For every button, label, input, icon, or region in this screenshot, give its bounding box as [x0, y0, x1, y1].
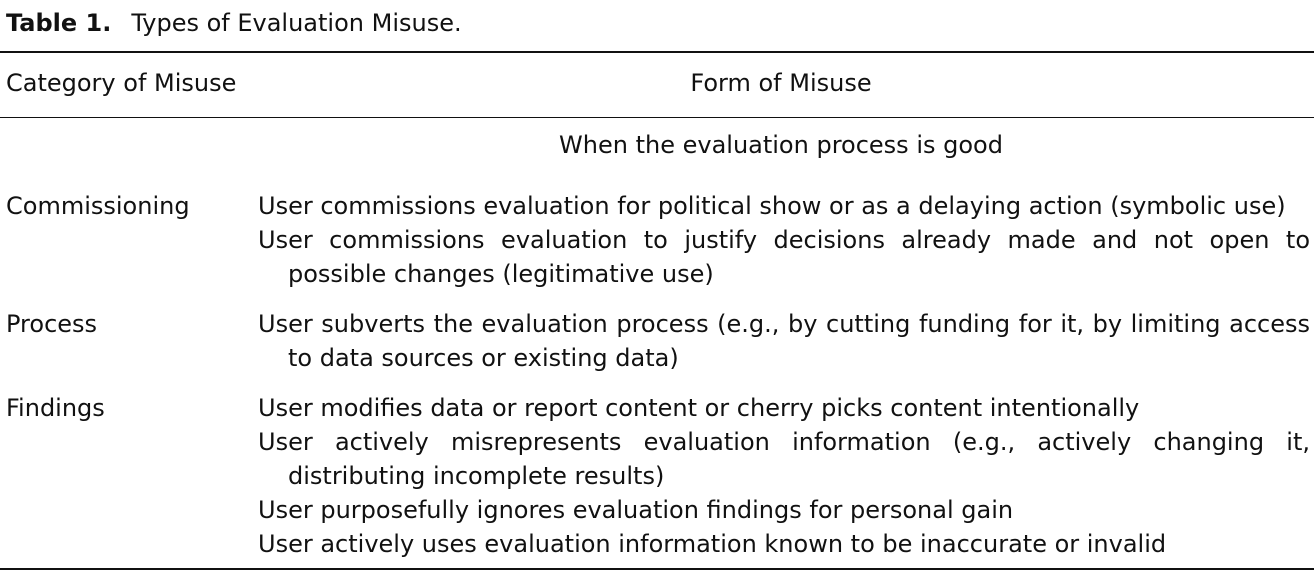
- form-item: User commissions evaluation for political show or as a delaying action (symbolic use): [258, 192, 1286, 220]
- form-item: User subverts the evaluation process (e.g., by cutting funding for it, by limiting access to data sources or existing data): [258, 310, 1310, 372]
- table-caption: [6, 6, 462, 40]
- category-cell: Commissioning: [6, 192, 190, 220]
- section-subheading: When the evaluation process is good: [559, 131, 1003, 159]
- column-header-category: Category of Misuse: [6, 69, 237, 97]
- header-rule: [0, 117, 1314, 118]
- form-item: User actively misrepresents evaluation information (e.g., actively changing it, distributing incomplete results): [258, 428, 1310, 490]
- table-title: Types of Evaluation Misuse.: [131, 9, 462, 37]
- column-header-form: Form of Misuse: [690, 69, 872, 97]
- form-item: User modifies data or report content or cherry picks content intentionally: [258, 394, 1140, 422]
- form-item: User commissions evaluation to justify decisions already made and not open to possible changes (legitimative use): [258, 226, 1310, 288]
- forms-cell: [258, 307, 1310, 375]
- bottom-rule: [0, 568, 1314, 570]
- table-row: [0, 391, 1314, 561]
- table-number: Table 1.: [6, 9, 112, 37]
- table-row: [0, 307, 1314, 375]
- top-rule: [0, 51, 1314, 53]
- category-cell: Process: [6, 310, 98, 338]
- form-item: User purposefully ignores evaluation findings for personal gain: [258, 496, 1014, 524]
- table-body: [0, 189, 1314, 577]
- forms-cell: [258, 189, 1310, 291]
- forms-cell: [258, 391, 1310, 561]
- table-row: [0, 189, 1314, 291]
- form-item: User actively uses evaluation information known to be inaccurate or invalid: [258, 530, 1167, 558]
- category-cell: Findings: [6, 394, 105, 422]
